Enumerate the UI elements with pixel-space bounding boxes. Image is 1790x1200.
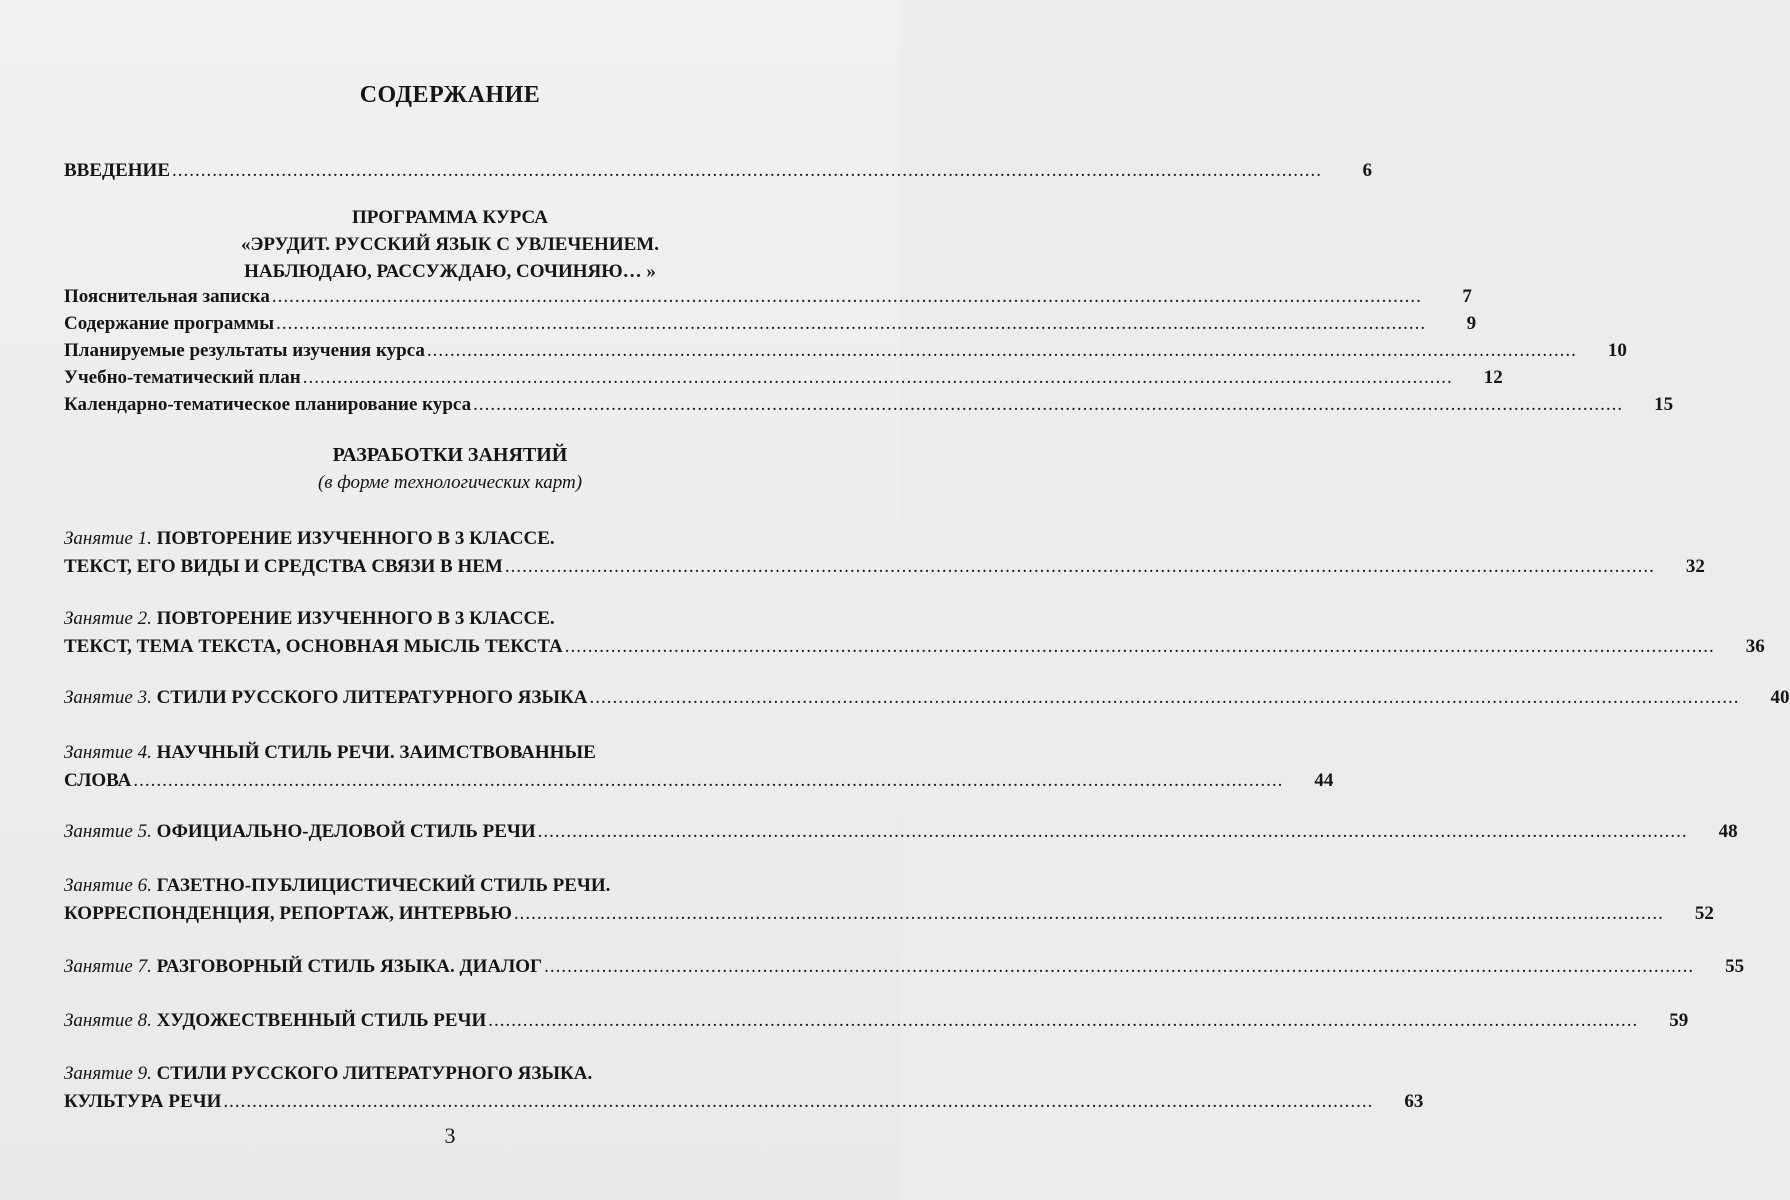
toc-page-number: 9 [1466,313,1477,334]
lesson-title: РАЗГОВОРНЫЙ СТИЛЬ ЯЗЫКА. ДИАЛОГ [156,956,543,977]
toc-entry-program-3[interactable] [64,337,1627,364]
toc-page-number: 36 [1745,636,1765,657]
toc-entry-lesson-1[interactable] [64,525,1705,580]
toc-page-number: 48 [1718,821,1738,842]
lesson-prefix: Занятие 6. [64,875,152,896]
toc-page-number: 6 [1362,160,1372,181]
leader-dots: ........................................................................................................................................................................................................ [537,821,1688,842]
lesson-prefix: Занятие 3. [64,687,152,708]
toc-entry-label: ВВЕДЕНИЕ [64,160,170,181]
toc-entry-program-2[interactable] [64,310,1477,337]
program-heading-line-2: «ЭРУДИТ. РУССКИЙ ЯЗЫК С УВЛЕЧЕНИЕМ. [241,234,659,255]
toc-page-number: 10 [1607,340,1627,361]
leader-dots: ........................................................................................................................................................................................................ [133,770,1284,791]
program-heading-line-1: ПРОГРАММА КУРСА [351,207,549,228]
toc-page-number: 12 [1483,367,1503,388]
lesson-title: СТИЛИ РУССКОГО ЛИТЕРАТУРНОГО ЯЗЫКА [156,687,588,708]
lesson-prefix: Занятие 1. [64,528,152,549]
lesson-title-cont: КОРРЕСПОНДЕНЦИЯ, РЕПОРТАЖ, ИНТЕРВЬЮ [64,903,512,924]
toc-entry-program-1[interactable] [64,283,1472,310]
toc-entry-intro[interactable] [64,157,1372,184]
toc-entry-lesson-4[interactable] [64,739,1334,794]
lesson-prefix: Занятие 4. [64,742,152,763]
toc-entry-label: Планируемые результаты изучения курса [64,340,425,361]
toc-page-number: 40 [1770,687,1790,708]
toc-entry-lesson-6[interactable] [64,872,1714,927]
toc-page-number: 63 [1404,1091,1424,1112]
leader-dots: ........................................................................................................................................................................................................ [302,367,1453,388]
lesson-title: ГАЗЕТНО-ПУБЛИЦИСТИЧЕСКИЙ СТИЛЬ РЕЧИ. [156,875,611,896]
toc-entry-lesson-8[interactable] [64,1007,1689,1034]
leader-dots: ........................................................................................................................................................................................................ [513,903,1664,924]
lesson-title: ОФИЦИАЛЬНО-ДЕЛОВОЙ СТИЛЬ РЕЧИ [156,821,536,842]
toc-entry-label: Содержание программы [64,313,275,334]
lessons-heading [0,442,900,496]
leader-dots: ........................................................................................................................................................................................................ [271,286,1422,307]
lesson-title-cont: ТЕКСТ, ЕГО ВИДЫ И СРЕДСТВА СВЯЗИ В НЕМ [64,556,503,577]
lesson-prefix: Занятие 9. [64,1063,152,1084]
page-title: СОДЕРЖАНИЕ [359,82,541,108]
leader-dots: ........................................................................................................................................................................................................ [223,1091,1374,1112]
leader-dots: ........................................................................................................................................................................................................ [172,160,1322,181]
leader-dots: ........................................................................................................................................................................................................ [564,636,1715,657]
toc-entry-label: Учебно-тематический план [64,367,301,388]
toc-entry-lesson-3[interactable] [64,684,1790,711]
toc-entry-lesson-9[interactable] [64,1060,1424,1115]
leader-dots: ........................................................................................................................................................................................................ [488,1010,1639,1031]
toc-entry-lesson-5[interactable] [64,818,1738,845]
toc-entry-label: Пояснительная записка [64,286,270,307]
leader-dots: ........................................................................................................................................................................................................ [544,956,1695,977]
toc-program-list [64,283,1674,418]
toc-entry-label: Календарно-тематическое планирование курса [64,394,472,415]
lesson-title-cont: СЛОВА [64,770,132,791]
leader-dots: ........................................................................................................................................................................................................ [589,687,1740,708]
lesson-title: СТИЛИ РУССКОГО ЛИТЕРАТУРНОГО ЯЗЫКА. [156,1063,593,1084]
lesson-title: ПОВТОРЕНИЕ ИЗУЧЕННОГО В 3 КЛАССЕ. [156,528,555,549]
leader-dots: ........................................................................................................................................................................................................ [504,556,1655,577]
toc-page-number: 32 [1685,556,1705,577]
lessons-heading-title: РАЗРАБОТКИ ЗАНЯТИЙ [332,444,568,466]
toc-page-number: 44 [1314,770,1334,791]
toc-page-number: 55 [1725,956,1745,977]
leader-dots: ........................................................................................................................................................................................................ [473,394,1624,415]
lesson-title-cont: ТЕКСТ, ТЕМА ТЕКСТА, ОСНОВНАЯ МЫСЛЬ ТЕКСТА [64,636,563,657]
lesson-prefix: Занятие 7. [64,956,152,977]
lesson-title: ПОВТОРЕНИЕ ИЗУЧЕННОГО В 3 КЛАССЕ. [156,608,555,629]
lesson-prefix: Занятие 8. [64,1010,152,1031]
leader-dots: ........................................................................................................................................................................................................ [426,340,1577,361]
lesson-prefix: Занятие 2. [64,608,152,629]
toc-entry-lesson-2[interactable] [64,605,1765,660]
program-heading-line-3: НАБЛЮДАЮ, РАССУЖДАЮ, СОЧИНЯЮ… » [244,261,656,282]
lesson-title-cont: КУЛЬТУРА РЕЧИ [64,1091,222,1112]
leader-dots: ........................................................................................................................................................................................................ [276,313,1427,334]
toc-entry-lesson-7[interactable] [64,953,1745,980]
toc-page-number: 7 [1462,286,1472,307]
toc-entry-program-4[interactable] [64,364,1503,391]
lesson-title: НАУЧНЫЙ СТИЛЬ РЕЧИ. ЗАИМСТВОВАННЫЕ [156,742,596,763]
program-heading [0,204,900,285]
lessons-heading-subtitle: (в форме технологических карт) [317,472,583,493]
toc-page-number: 15 [1654,394,1674,415]
toc-page-number: 59 [1669,1010,1689,1031]
toc-page-number: 52 [1694,903,1714,924]
lesson-prefix: Занятие 5. [64,821,152,842]
toc-entry-program-5[interactable] [64,391,1674,418]
page-number: 3 [444,1123,456,1148]
lesson-title: ХУДОЖЕСТВЕННЫЙ СТИЛЬ РЕЧИ [156,1010,487,1031]
